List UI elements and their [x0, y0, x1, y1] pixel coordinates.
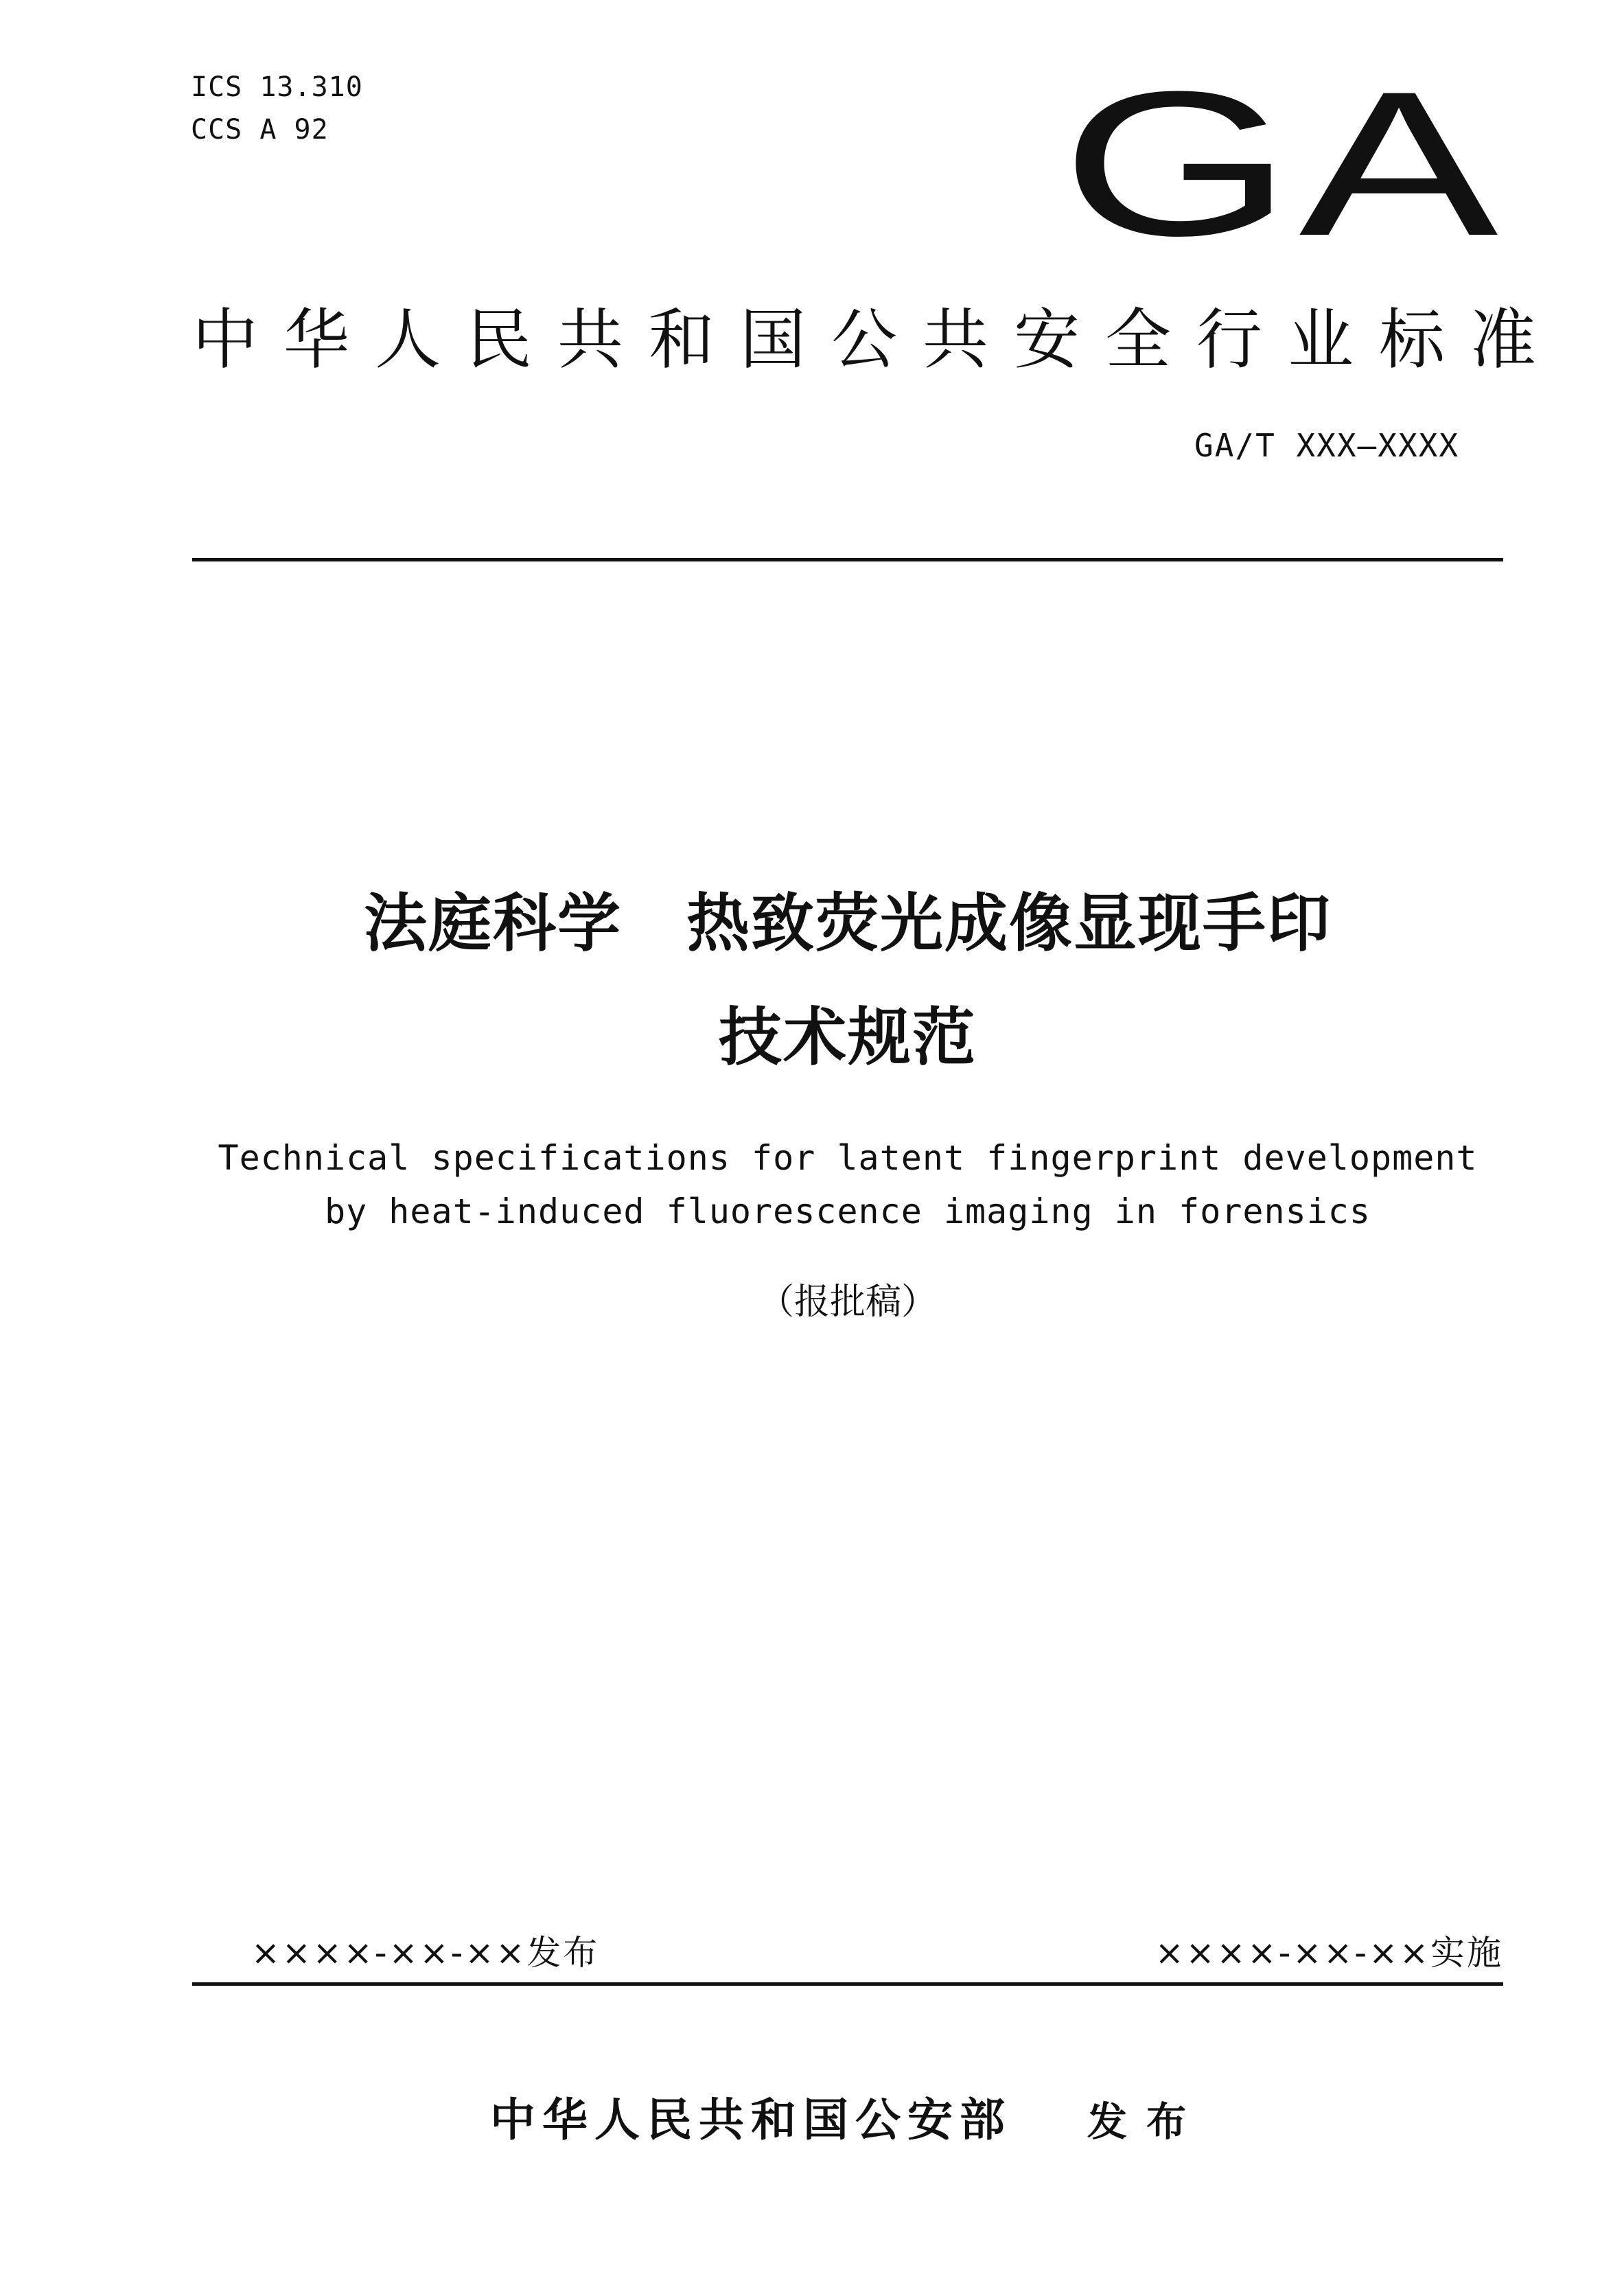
english-title-line-2: by heat-induced fluorescence imaging in forensics [324, 1192, 1371, 1231]
publish-date: ××××-××-××发布 [251, 1933, 600, 1973]
footer-divider [192, 1982, 1503, 1986]
chinese-title-line-1: 法庭科学 热致荧光成像显现手印 [363, 887, 1332, 960]
ga-logo: GA [1060, 48, 1505, 279]
implementation-date: ××××-××-××实施 [1155, 1933, 1503, 1973]
standard-category-title: 中华人民共和国公共安全行业标准 [192, 301, 1562, 378]
ics-code: ICS 13.310 [191, 71, 363, 103]
ccs-code: CCS A 92 [191, 114, 329, 146]
draft-status: （报批稿） [758, 1282, 937, 1323]
chinese-title-line-2: 技术规范 [718, 1001, 977, 1074]
english-title-line-1: Technical specifications for latent fingerprint development [218, 1138, 1478, 1178]
issuer-name: 中华人民共和国公安部 [489, 2094, 1012, 2146]
issuer-line [192, 2089, 1503, 2153]
header-divider [192, 558, 1503, 561]
standard-number: GA/T XXX—XXXX [1194, 427, 1460, 464]
issuer-action: 发布 [1087, 2098, 1205, 2145]
